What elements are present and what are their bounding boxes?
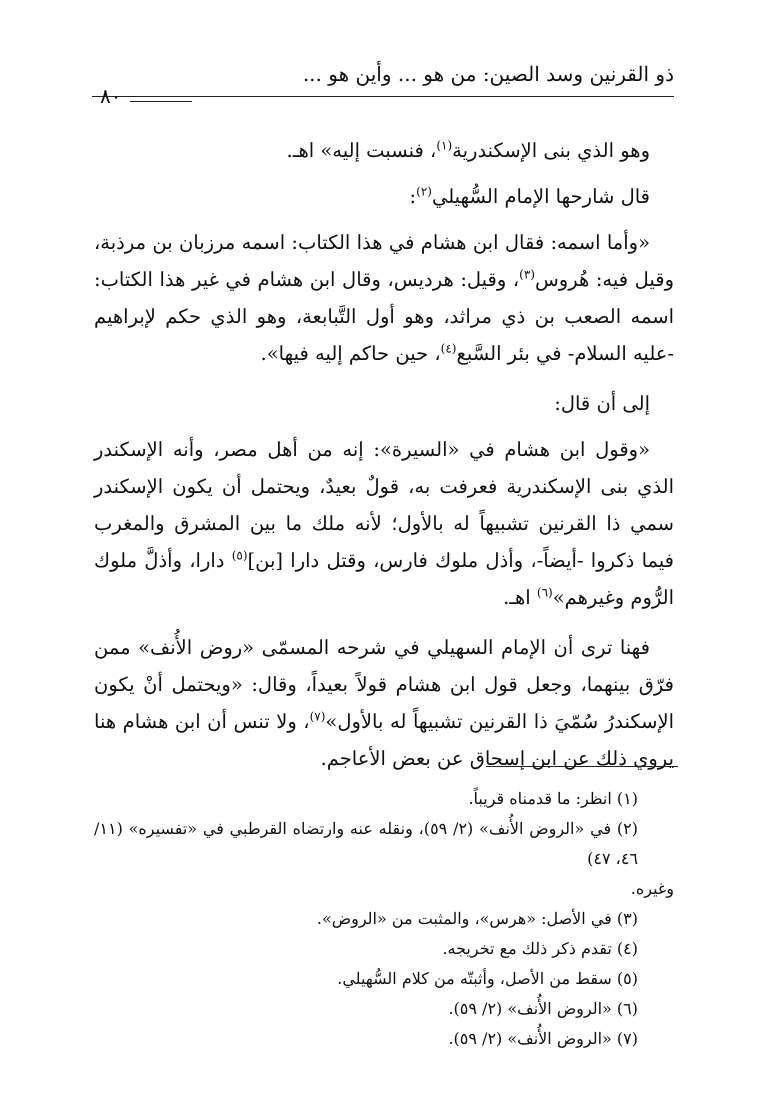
footnote-ref-2[interactable]: (٢) — [416, 184, 432, 199]
footnote-3: (٣) في الأصل: «هرس»، والمثبت من «الروض». — [316, 909, 638, 928]
paragraph-2 — [94, 178, 674, 215]
footnote-ref-1[interactable]: (١) — [436, 138, 453, 153]
footnote-2-continuation: وغيره. — [630, 879, 674, 898]
footnote-ref-5[interactable]: (٥) — [231, 548, 248, 563]
paragraph-2-text: قال شارحها الإمام السُّهيلي — [431, 185, 650, 208]
paragraph-4: إلى أن قال: — [554, 392, 650, 415]
page-number: ٨٠ — [100, 84, 122, 108]
paragraph-2-end: : — [409, 185, 417, 208]
footnote-5: (٥) سقط من الأصل، وأثبتّه من كلام السُّهيلي. — [337, 969, 638, 988]
paragraph-1 — [94, 132, 674, 169]
paragraph-3-end: ، حين حاكم إليه فيها». — [260, 342, 441, 365]
running-header-title: ذو القرنين وسد الصين: من هو ... وأين هو ... — [302, 62, 674, 86]
paragraph-6-text: فهنا ترى أن الإمام السهيلي في شرحه المسمّى «روض الأُنف» ممن فرّق بينهما، وجعل قول ابن هشام قولاً بعيداً، وقال: «ويحتمل أنْ يكون الإسكندرُ سُمّيَ ذا القرنين تشبيهاً له بالأول» — [94, 636, 674, 733]
paragraph-3-text: «وأما اسمه: فقال ابن هشام في هذا الكتاب: اسمه مرزبان بن مرذبة، وقيل فيه: هُروس — [94, 231, 675, 291]
paragraph-5 — [94, 431, 674, 616]
footnote-2: (٢) في «الروض الأُنف» (٢/ ٥٩)، ونقله عنه وارتضاه القرطبي في «تفسيره» (١١/ ٤٦، ٤٧) — [94, 819, 638, 868]
paragraph-3-middle: ، وقيل: هرديس، وقال ابن هشام في غير هذا الكتاب: اسمه الصعب بن ذي مراثد، وهو أول التَّبابعة، وهو الذي حكم لإبراهيم -عليه السلام- في بئر السَّبع — [94, 268, 674, 365]
footnote-separator — [486, 766, 678, 767]
paragraph-5-middle: دارا، وأذلَّ ملوك الرُّوم وغيرهم» — [94, 549, 674, 609]
paragraph-6 — [94, 629, 674, 777]
paragraph-6-end: ، ولا تنس أن ابن هشام هنا يروي ذلك عن ابن إسحاق عن بعض الأعاجم. — [94, 710, 674, 770]
footnote-6: (٦) «الروض الأُنف» (٢/ ٥٩). — [448, 999, 638, 1018]
paragraph-1-text: وهو الذي بنى الإسكندرية — [452, 139, 650, 162]
running-header — [92, 62, 674, 94]
paragraph-5-text: «وقول ابن هشام في «السيرة»: إنه من أهل مصر، وأنه الإسكندر الذي بنى الإسكندرية فعرفت به، قولٌ بعيدٌ، ويحتمل أن يكون الإسكندر سمي ذا القرنين تشبيهاً له بالأول؛ لأنه ملك ما بين المشرق والمغرب فيما ذكروا -أيضاً-، وأذل ملوك فارس، وقتل دارا [بن] — [94, 438, 675, 572]
footnote-ref-7[interactable]: (٧) — [309, 709, 326, 724]
header-rule — [92, 96, 674, 97]
paragraph-3 — [94, 224, 674, 372]
body-text — [94, 132, 674, 790]
footnote-ref-4[interactable]: (٤) — [440, 341, 457, 356]
footnote-4: (٤) تقدم ذكر ذلك مع تخريجه. — [442, 939, 638, 958]
footnote-1: (١) انظر: ما قدمناه قريباً. — [468, 789, 638, 808]
paragraph-5-end: اهـ. — [503, 586, 537, 609]
footnote-ref-3[interactable]: (٣) — [519, 267, 535, 282]
footnotes — [94, 784, 674, 1054]
paragraph-1-end: ، فنسبت إليه» اهـ. — [286, 139, 437, 162]
footnote-ref-6[interactable]: (٦) — [536, 585, 553, 600]
footnote-7: (٧) «الروض الأُنف» (٢/ ٥٩). — [448, 1029, 638, 1048]
page-number-dash — [130, 101, 192, 102]
